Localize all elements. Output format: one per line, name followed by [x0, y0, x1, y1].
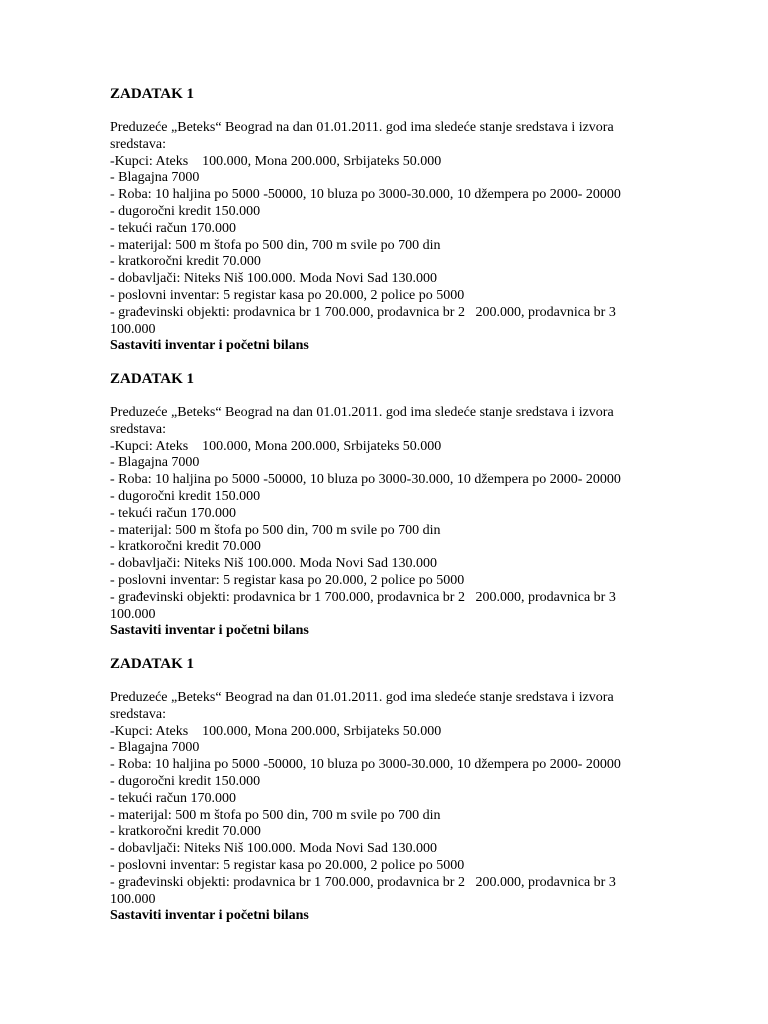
task-line: - dugoročni kredit 150.000 — [110, 203, 261, 219]
task-line: - poslovni inventar: 5 registar kasa po 20.000, 2 police po 5000 — [110, 287, 465, 303]
task-line: - tekući račun 170.000 — [110, 220, 236, 236]
task-line: - Roba: 10 haljina po 5000 -50000, 10 bluza po 3000-30.000, 10 džempera po 2000- 20000 — [110, 187, 621, 203]
task-line: Preduzeće „Beteks“ Beograd na dan 01.01.2011. god ima sledeće stanje sredstava i izvora — [110, 690, 614, 705]
task-instruction: Sastaviti inventar i početni bilans — [110, 623, 309, 639]
task-line: -Kupci: Ateks 100.000, Mona 200.000, Srbijateks 50.000 — [110, 438, 442, 454]
task-line: 100.000 — [110, 606, 156, 622]
task-block-1 — [110, 86, 690, 355]
task-line: - kratkoročni kredit 70.000 — [110, 539, 261, 555]
task-line: 100.000 — [110, 891, 156, 907]
task-line: Preduzeće „Beteks“ Beograd na dan 01.01.2011. god ima sledeće stanje sredstava i izvora — [110, 405, 614, 420]
task-line: - dugoročni kredit 150.000 — [110, 773, 261, 789]
task-line: - poslovni inventar: 5 registar kasa po 20.000, 2 police po 5000 — [110, 572, 465, 588]
task-line: sredstava: — [110, 421, 166, 437]
task-heading: ZADATAK 1 — [110, 371, 195, 387]
task-instruction: Sastaviti inventar i početni bilans — [110, 908, 309, 924]
task-line: - Roba: 10 haljina po 5000 -50000, 10 bluza po 3000-30.000, 10 džempera po 2000- 20000 — [110, 472, 621, 488]
task-block-2 — [110, 371, 690, 640]
task-heading: ZADATAK 1 — [110, 86, 195, 102]
task-line: - poslovni inventar: 5 registar kasa po 20.000, 2 police po 5000 — [110, 857, 465, 873]
task-line: - građevinski objekti: prodavnica br 1 700.000, prodavnica br 2 200.000, prodavnica br 3 — [110, 589, 616, 605]
task-line: - materijal: 500 m štofa po 500 din, 700 m svile po 700 din — [110, 522, 441, 538]
task-line: - tekući račun 170.000 — [110, 505, 236, 521]
task-body — [110, 690, 690, 925]
task-line: 100.000 — [110, 321, 156, 337]
task-line: - dobavljači: Niteks Niš 100.000. Moda Novi Sad 130.000 — [110, 841, 438, 857]
task-instruction: Sastaviti inventar i početni bilans — [110, 338, 309, 354]
task-body — [110, 120, 690, 355]
task-line: - kratkoročni kredit 70.000 — [110, 824, 261, 840]
task-block-3 — [110, 656, 690, 925]
task-line: - materijal: 500 m štofa po 500 din, 700 m svile po 700 din — [110, 807, 441, 823]
task-line: - dobavljači: Niteks Niš 100.000. Moda Novi Sad 130.000 — [110, 271, 438, 287]
task-line: - tekući račun 170.000 — [110, 790, 236, 806]
task-line: - materijal: 500 m štofa po 500 din, 700 m svile po 700 din — [110, 237, 441, 253]
task-body — [110, 405, 690, 640]
task-line: -Kupci: Ateks 100.000, Mona 200.000, Srbijateks 50.000 — [110, 153, 442, 169]
task-line: - Blagajna 7000 — [110, 740, 200, 756]
task-line: - građevinski objekti: prodavnica br 1 700.000, prodavnica br 2 200.000, prodavnica br 3 — [110, 304, 616, 320]
task-line: - Roba: 10 haljina po 5000 -50000, 10 bluza po 3000-30.000, 10 džempera po 2000- 20000 — [110, 757, 621, 773]
task-line: -Kupci: Ateks 100.000, Mona 200.000, Srbijateks 50.000 — [110, 723, 442, 739]
task-line: - Blagajna 7000 — [110, 170, 200, 186]
task-line: - kratkoročni kredit 70.000 — [110, 254, 261, 270]
task-line: - dobavljači: Niteks Niš 100.000. Moda Novi Sad 130.000 — [110, 556, 438, 572]
task-line: - Blagajna 7000 — [110, 455, 200, 471]
task-line: sredstava: — [110, 136, 166, 152]
task-line: - građevinski objekti: prodavnica br 1 700.000, prodavnica br 2 200.000, prodavnica br 3 — [110, 874, 616, 890]
task-line: - dugoročni kredit 150.000 — [110, 488, 261, 504]
task-line: Preduzeće „Beteks“ Beograd na dan 01.01.2011. god ima sledeće stanje sredstava i izvora — [110, 120, 614, 135]
task-heading: ZADATAK 1 — [110, 656, 195, 672]
task-line: sredstava: — [110, 706, 166, 722]
